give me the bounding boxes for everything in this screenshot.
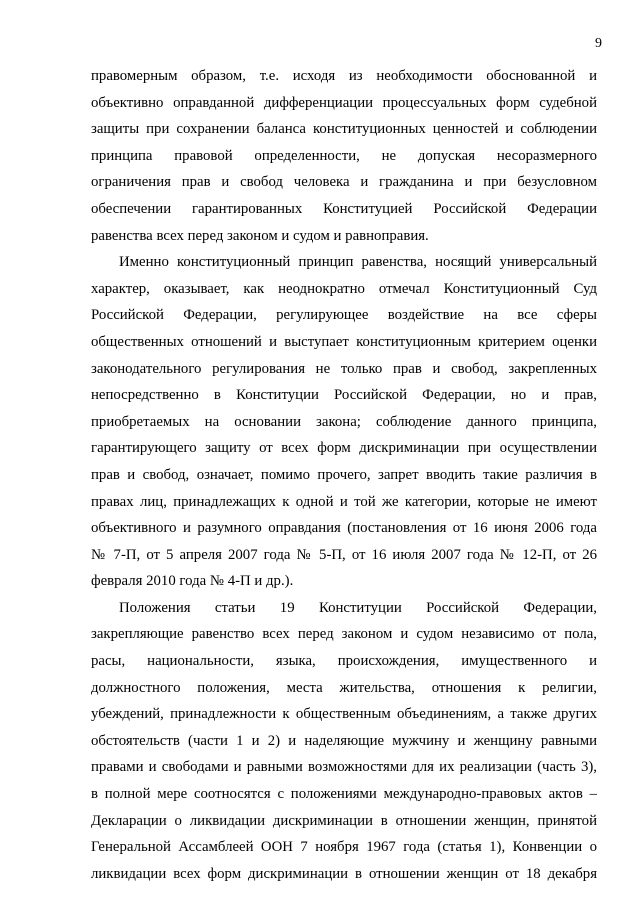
text-line: обеспечении гарантированных Конституцией Российской Федерации (91, 200, 597, 217)
text-line: объективного и разумного оправдания (постановления от 16 июня 2006 года (91, 520, 597, 537)
text-line: февраля 2010 года № 4-П и др.). (91, 573, 294, 590)
text-line: Российской Федерации, регулирующее воздействие на все сферы (91, 307, 597, 324)
text-line: правомерным образом, т.е. исходя из необходимости обоснованной и (91, 68, 597, 84)
text-line: должностного положения, места жительства, отношения к религии, (91, 679, 597, 696)
text-line: в полной мере соотносятся с положениями международно-правовых актов – (91, 786, 597, 803)
text-line: ограничения прав и свобод человека и гражданина и при безусловном (91, 174, 597, 191)
text-line: расы, национальности, языка, происхождения, имущественного и (91, 653, 597, 670)
text-line: Положения статьи 19 Конституции Российской Федерации, (119, 599, 597, 616)
text-line: № 7-П, от 5 апреля 2007 года № 5-П, от 16 июля 2007 года № 12-П, от 26 (91, 546, 597, 563)
text-line: правах лиц, принадлежащих к одной и той же категории, которые не имеют (91, 493, 597, 510)
paragraph (91, 63, 597, 249)
text-line: принципа правовой определенности, не допуская несоразмерного (91, 147, 597, 164)
text-line: общественных отношений и выступает конституционным критерием оценки (91, 333, 597, 350)
text-line: приобретаемых на основании закона; соблюдение данного принципа, (91, 413, 597, 430)
text-line: правами и свободами и равными возможностями для их реализации (часть 3), (91, 759, 597, 776)
page-number: 9 (595, 36, 602, 51)
paragraph (91, 249, 597, 595)
text-line: ликвидации всех форм дискриминации в отношении женщин от 18 декабря (91, 865, 597, 882)
text-line: законодательного регулирования не только прав и свобод, закрепленных (91, 360, 597, 377)
paragraph (91, 595, 597, 888)
text-line: обстоятельств (части 1 и 2) и наделяющие мужчину и женщину равными (91, 732, 597, 749)
text-line: непосредственно в Конституции Российской Федерации, но и прав, (91, 387, 597, 404)
text-line: Декларации о ликвидации дискриминации в отношении женщин, принятой (91, 812, 597, 829)
body-text (91, 63, 597, 887)
text-line: Генеральной Ассамблеей ООН 7 ноября 1967 года (статья 1), Конвенции о (91, 839, 597, 856)
text-line: убеждений, принадлежности к общественным объединениям, а также других (91, 706, 597, 723)
text-line: защиты при сохранении баланса конституционных ценностей и соблюдении (91, 121, 597, 138)
text-line: объективно оправданной дифференциации процессуальных форм судебной (91, 94, 597, 111)
text-line: характер, оказывает, как неоднократно отмечал Конституционный Суд (91, 280, 597, 297)
text-line: Именно конституционный принцип равенства, носящий универсальный (119, 254, 597, 271)
text-line: равенства всех перед законом и судом и равноправия. (91, 227, 429, 244)
text-line: закрепляющие равенство всех перед законом и судом независимо от пола, (91, 626, 597, 643)
text-line: прав и свобод, означает, помимо прочего, запрет вводить такие различия в (91, 466, 597, 483)
text-line: гарантирующего защиту от всех форм дискриминации при осуществлении (91, 440, 597, 457)
